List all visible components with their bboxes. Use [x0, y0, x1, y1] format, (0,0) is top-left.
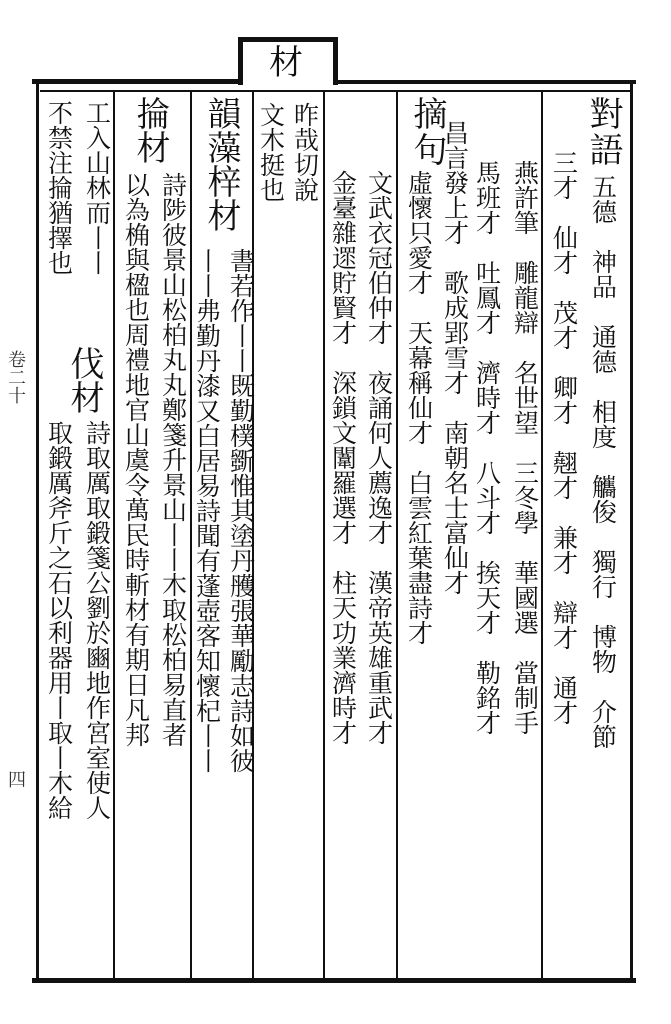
- text-column-17: [44, 100, 74, 275]
- text-column-12: [226, 248, 256, 968]
- text-column-15: [120, 172, 152, 972]
- text-column: 五德 神品 通德 相度 觿俊 獨行 博物 介節: [588, 174, 618, 749]
- text-column-3: [508, 160, 542, 970]
- column-divider: [323, 92, 325, 978]
- text-column: 昨哉切說: [290, 102, 320, 202]
- text-column-6: [438, 120, 472, 960]
- text-column: 虛懷只愛才 天幕稱仙才 白雲紅葉盡詩才: [404, 170, 434, 645]
- subheading-luncai: 掄材: [130, 96, 170, 164]
- section-heading: 材: [269, 43, 303, 83]
- margin-volume: 卷二十: [5, 350, 26, 404]
- text-column: 金臺雜遝貯賢才 深鎖文闈羅選才 柱天功業濟時才: [328, 170, 358, 745]
- frame-tab-left: [238, 37, 243, 85]
- text-column-11: [256, 102, 286, 202]
- margin-note: [2, 350, 28, 404]
- column-facai: [56, 346, 112, 414]
- text-column-2: [548, 150, 580, 970]
- text-column: 馬班才 吐鳳才 濟時才 八斗才 挨天才 勒銘才: [472, 160, 502, 735]
- text-column: 以為桷與楹也周禮地官山虞令萬民時斬材有期日凡邦: [121, 172, 151, 747]
- frame-top-right: [336, 80, 636, 84]
- frame-tab-right: [333, 37, 338, 85]
- column-duiyu: [580, 96, 626, 994]
- subheading-yunzao: 韻藻梓材: [201, 96, 241, 232]
- text-column-16: [82, 100, 112, 275]
- text-column-8: [362, 170, 396, 970]
- text-column: 詩取厲取鍛箋公劉於豳地作宮室使人: [82, 420, 112, 820]
- text-column: 昌言發上才 歌成郢雪才 南朝名士富仙才: [440, 120, 470, 595]
- text-column: 燕許筆 雕龍辯 名世望 三冬學 華國選 當制手: [510, 160, 540, 735]
- subheading-facai: 伐材: [64, 346, 104, 414]
- text-column: 不禁注掄猶擇也: [44, 100, 74, 275]
- text-column-7: [402, 170, 436, 960]
- text-column-4: [470, 160, 504, 970]
- frame-bottom: [32, 978, 636, 983]
- text-column-17b: [44, 420, 74, 970]
- text-column: 文武衣冠伯仲才 夜誦何人薦逸才 漢帝英雄重武才: [364, 170, 394, 745]
- column-divider: [396, 92, 398, 978]
- text-column-9: [326, 170, 360, 970]
- text-column-10: [290, 102, 320, 202]
- text-column: 工入山林而丨丨: [82, 100, 112, 275]
- text-column: 三才 仙才 茂才 卿才 翹才 兼才 辯才 通才: [549, 150, 579, 725]
- subheading-duiyu: 對語: [583, 96, 623, 168]
- text-column-16b: [82, 420, 112, 970]
- subheading-zhaiju: 摘句: [407, 96, 447, 168]
- text-column: 書若作丨丨既勤樸斵惟其塗丹雘張華勵志詩如彼: [226, 248, 256, 773]
- frame-right: [630, 84, 633, 981]
- margin-page: [2, 770, 28, 788]
- column-divider: [113, 92, 115, 978]
- text-column-14: [158, 172, 188, 972]
- text-column: 文木挺也: [256, 102, 286, 202]
- text-column: 丨丨弗勤丹漆又白居易詩聞有蓬壺客知懷杞丨丨: [192, 248, 222, 773]
- column-yunzao: [192, 96, 250, 232]
- frame-left: [36, 84, 39, 981]
- column-luncai: [120, 96, 180, 164]
- text-column-13: [192, 248, 222, 968]
- text-column: 取鍛厲斧斤之石以利器用丨取丨木給: [44, 420, 74, 820]
- margin-page-number: 四: [5, 770, 26, 788]
- frame-top-left: [32, 79, 240, 84]
- text-column: 詩陟彼景山松柏丸丸鄭箋升景山丨丨木取松柏易直者: [158, 172, 188, 747]
- frame-tab-top: [240, 37, 336, 42]
